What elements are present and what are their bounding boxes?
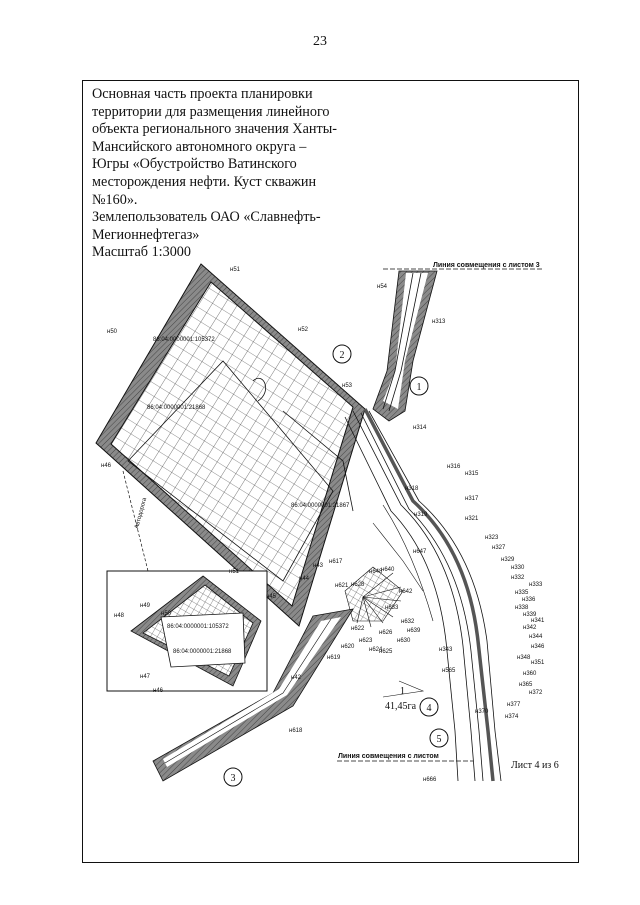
title-line: №160». xyxy=(92,191,138,208)
point-label: н346 xyxy=(531,644,545,650)
point-label: н51 xyxy=(229,569,239,575)
point-label: н335 xyxy=(515,590,529,596)
title-block xyxy=(92,86,382,262)
road-label: Автодорога xyxy=(134,497,149,530)
callout-number: 4 xyxy=(426,703,432,714)
point-label: н46 xyxy=(153,688,163,694)
point-label: н372 xyxy=(529,690,543,696)
point-label: н318 xyxy=(405,486,419,492)
point-label: н565 xyxy=(442,668,456,674)
turning-fan xyxy=(345,567,403,627)
point-label: н632 xyxy=(401,619,415,625)
title-line: Мегионнефтегаз» xyxy=(92,226,200,243)
point-label: н333 xyxy=(529,582,543,588)
title-line: месторождения нефти. Куст скважин xyxy=(92,173,317,190)
parcel-label: 86:04:0000001:21867 xyxy=(291,503,350,509)
callout-number: 2 xyxy=(339,350,345,361)
point-label: н630 xyxy=(397,638,411,644)
title-line: Землепользователь ОАО «Славнефть- xyxy=(92,209,321,226)
point-label: н50 xyxy=(107,329,117,335)
point-label: н620 xyxy=(341,644,355,650)
scale-line: Масштаб 1:3000 xyxy=(92,244,191,261)
planning-map xyxy=(83,261,579,863)
callout-circle xyxy=(430,729,448,747)
callout-number: 5 xyxy=(436,734,442,745)
point-label: н52 xyxy=(298,327,308,333)
point-label: н53 xyxy=(342,383,352,389)
area-label: 41,45га xyxy=(385,701,417,712)
title-line: Мансийского автономного округа – xyxy=(92,138,307,155)
point-label: н338 xyxy=(515,605,529,611)
point-label: н336 xyxy=(522,597,536,603)
point-label: н377 xyxy=(507,702,521,708)
area-value: 1 xyxy=(400,686,405,697)
point-label: н54 xyxy=(377,284,387,290)
point-label: н370 xyxy=(475,709,489,715)
point-label: н343 xyxy=(439,647,453,653)
title-line: Основная часть проекта планировки xyxy=(92,86,313,102)
point-label: н42 xyxy=(291,675,301,681)
point-label: н628 xyxy=(351,582,365,588)
point-label: н313 xyxy=(432,319,446,325)
point-label: н339 xyxy=(523,612,537,618)
title-line: Югры «Обустройство Ватинского xyxy=(92,156,297,173)
callout-number: 1 xyxy=(416,382,422,393)
point-label: н365 xyxy=(519,682,533,688)
point-label: н342 xyxy=(523,625,537,631)
point-label: н624 xyxy=(369,647,383,653)
point-label: н49 xyxy=(140,603,150,609)
point-label: н327 xyxy=(492,545,506,551)
point-label: н617 xyxy=(329,559,343,565)
inset-parcel-label: 86:04:0000001:105372 xyxy=(167,624,229,630)
callout-circle xyxy=(410,377,428,395)
point-label: н319 xyxy=(414,512,428,518)
callout-circle xyxy=(333,345,351,363)
point-label: н360 xyxy=(523,671,537,677)
point-label: н622 xyxy=(351,626,365,632)
inset-map xyxy=(107,571,267,691)
point-label: н332 xyxy=(511,575,525,581)
point-label: н317 xyxy=(465,496,479,502)
point-label: н323 xyxy=(485,535,499,541)
point-label: н43 xyxy=(313,563,323,569)
point-label: н51 xyxy=(230,267,240,273)
point-label: н618 xyxy=(289,728,303,734)
combine-line-bottom-label: Линия совмещения с листом xyxy=(338,753,439,760)
point-label: н50 xyxy=(161,611,171,617)
title-line: территории для размещения линейного xyxy=(92,103,330,120)
point-label: н374 xyxy=(505,714,519,720)
combine-line-top-label: Линия совмещения с листом 3 xyxy=(433,262,540,269)
corridor-north xyxy=(373,271,437,421)
point-label: н640 xyxy=(381,567,395,573)
point-label: н315 xyxy=(465,471,479,477)
point-label: н344 xyxy=(529,634,543,640)
parcel-label: 86:04:0000001:21868 xyxy=(147,405,206,411)
point-label: н647 xyxy=(413,549,427,555)
point-label: н47 xyxy=(140,674,150,680)
point-label: н46 xyxy=(101,463,111,469)
point-label: н648 xyxy=(369,569,383,575)
point-label: н44 xyxy=(299,576,309,582)
page-number: 23 xyxy=(313,34,327,49)
callout-circle xyxy=(224,768,242,786)
parcel-label: 86:04:0000001:105372 xyxy=(153,337,215,343)
point-label: н623 xyxy=(359,638,373,644)
point-label: н351 xyxy=(531,660,545,666)
point-label: н626 xyxy=(379,630,393,636)
point-label: н314 xyxy=(413,425,427,431)
point-label: н621 xyxy=(335,583,349,589)
point-label: н625 xyxy=(379,649,393,655)
sheet-label: Лист 4 из 6 xyxy=(511,760,559,771)
point-label: н642 xyxy=(399,589,413,595)
map-sheet xyxy=(82,80,579,863)
point-label: н329 xyxy=(501,557,515,563)
point-label: н633 xyxy=(385,605,399,611)
point-label: н639 xyxy=(407,628,421,634)
inset-parcel-label: 86:04:0000001:21868 xyxy=(173,649,232,655)
point-label: н666 xyxy=(423,777,437,783)
point-label: н321 xyxy=(465,516,479,522)
point-label: н45 xyxy=(266,594,276,600)
callout-circle xyxy=(420,698,438,716)
point-label: н330 xyxy=(511,565,525,571)
point-label: н619 xyxy=(327,655,341,661)
point-label: н341 xyxy=(531,618,545,624)
point-label: н316 xyxy=(447,464,461,470)
title-line: объекта регионального значения Ханты- xyxy=(92,121,337,138)
point-label: н48 xyxy=(114,613,124,619)
point-label: н348 xyxy=(517,655,531,661)
callout-number: 3 xyxy=(230,773,236,784)
